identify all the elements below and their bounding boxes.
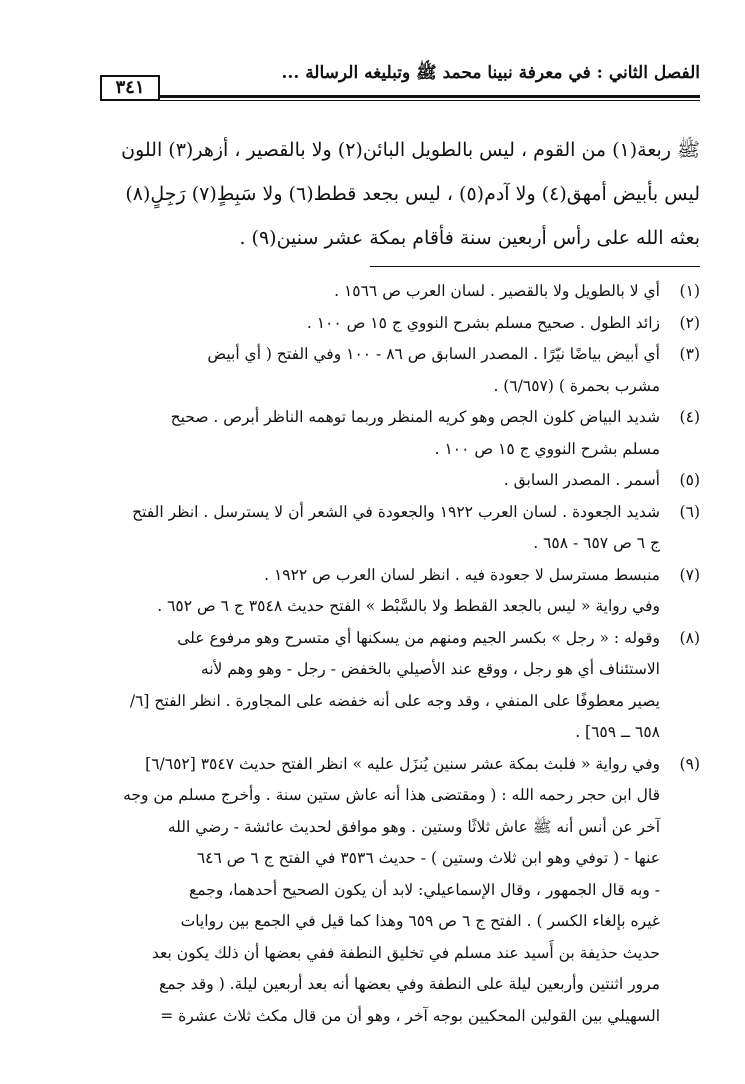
- running-header: [100, 62, 700, 106]
- footnote-6: [75, 497, 700, 560]
- footnote-line: أي لا بالطويل ولا بالقصير . لسان العرب ص ١٥٦٦ .: [334, 282, 660, 300]
- footnote-line: مشرب بحمرة ) (٦/٦٥٧) .: [493, 376, 660, 395]
- footnote-number: (٥): [679, 471, 700, 489]
- chapter-title: الفصل الثاني : في معرفة نبينا محمد ﷺ وتبليغه الرسالة ...: [281, 63, 700, 83]
- footnote-8: [75, 623, 700, 749]
- footnote-extra-line: وفي رواية « ليس بالجعد القطط ولا بالسَّبْط » الفتح حديث ٣٥٤٨ ج ٦ ص ٦٥٢ .: [157, 597, 660, 615]
- footnotes: [75, 276, 700, 1032]
- footnote-number: (٤): [679, 408, 700, 426]
- footnote-2: [75, 308, 700, 340]
- footnote-4: [75, 402, 700, 465]
- footnote-line: وفي رواية « فلبث بمكة عشر سنين يُنزَل عليه » انظر الفتح حديث ٣٥٤٧ [٦/٦٥٢]: [145, 754, 660, 773]
- footnote-line: ج ٦ ص ٦٥٧ - ٦٥٨ .: [533, 534, 660, 552]
- footnote-number: (٢): [679, 313, 700, 332]
- main-text-line: بعثه الله على رأس أربعين سنة فأقام بمكة عشر سنين(٩) .: [239, 227, 700, 249]
- footnote-line: زائد الطول . صحيح مسلم بشرح النووي ج ١٥ ص ١٠٠ .: [306, 313, 660, 332]
- footnote-number: (٣): [679, 345, 700, 363]
- footnote-line: شديد البياض كلون الجص وهو كريه المنظر وربما توهمه الناظر أبرص . صحيح: [170, 408, 660, 426]
- footnote-number: (٦): [679, 502, 700, 521]
- page-number: ٣٤١: [100, 75, 160, 101]
- footnote-line: منبسط مسترسل لا جعودة فيه . انظر لسان العرب ص ١٩٢٢ .: [264, 565, 660, 584]
- main-text-line: ليس بأبيض أمهق(٤) ولا آدم(٥) ، ليس بجعد قطط(٦) ولا سَبِطٍ(٧) رَجِلٍ(٨): [125, 183, 700, 205]
- footnote-line: وقوله : « رجل » بكسر الجيم ومنهم من يسكنها أي متسرح وهو مرفوع على: [177, 628, 660, 647]
- header-rule-thick: [160, 95, 700, 98]
- footnote-line: غيره بإلغاء الكسر ) . الفتح ج ٦ ص ٦٥٩ وهذا كما قيل في الجمع بين روايات: [180, 912, 660, 930]
- footnote-line: مسلم بشرح النووي ج ١٥ ص ١٠٠ .: [434, 439, 660, 458]
- footnote-line: الاستئناف أي هو رجل ، ووقع عند الأصيلي بالخفض - رجل - وهو وهم لأنه: [200, 660, 660, 678]
- footnote-number: (٩): [679, 754, 700, 773]
- main-text: [100, 128, 700, 260]
- footnote-line: عنها - ( توفي وهو ابن ثلاث وستين ) - حديث ٣٥٣٦ في الفتح ج ٦ ص ٦٤٦: [196, 849, 660, 867]
- footnote-line: أي أبيض بياضًا نيّرًا . المصدر السابق ص ٨٦ - ١٠٠ وفي الفتح ( أي أبيض: [207, 345, 660, 363]
- footnote-number: (٧): [679, 565, 700, 584]
- footnote-number: (٨): [679, 628, 700, 647]
- footnote-5: [75, 465, 700, 497]
- footnote-line: شديد الجعودة . لسان العرب ١٩٢٢ والجعودة في الشعر أن لا يسترسل . انظر الفتح: [132, 502, 660, 521]
- footnote-3: [75, 339, 700, 402]
- footnote-line: مرور اثنتين وأربعين ليلة على النطفة وفي بعضها أنه بعد أربعين ليلة. ( وقد جمع: [159, 975, 660, 993]
- footnote-line: - وبه قال الجمهور ، وقال الإسماعيلي: لابد أن يكون الصحيح أحدهما، وجمع: [189, 880, 660, 899]
- footnote-line: أسمر . المصدر السابق .: [503, 471, 660, 489]
- footnote-1: [75, 276, 700, 308]
- footnote-line: قال ابن حجر رحمه الله : ( ومقتضى هذا أنه عاش ستين سنة . وأخرج مسلم من وجه: [123, 786, 660, 804]
- footnote-line: السهيلي بين القولين المحكيين بوجه آخر ، وهو أن من قال مكث ثلاث عشرة =: [160, 1006, 660, 1025]
- footnote-number: (١): [679, 282, 700, 300]
- footnote-separator: [370, 266, 700, 267]
- header-rule-thin: [160, 100, 700, 101]
- footnote-9: [75, 749, 700, 1033]
- footnote-line: حديث حذيفة بن أَسيد عند مسلم في تخليق النطفة ففي بعضها أن ذلك يكون بعد: [151, 943, 660, 962]
- footnote-line: ٦٥٨ ــ ٦٥٩] .: [575, 723, 660, 741]
- footnote-line: آخر عن أنس أنه ﷺ عاش ثلاثًا وستين . وهو موافق لحديث عائشة - رضي الله: [167, 817, 660, 836]
- main-text-line: ﷺ ربعة(١) من القوم ، ليس بالطويل البائن(٢) ولا بالقصير ، أزهر(٣) اللون: [121, 139, 700, 161]
- footnote-7: [75, 560, 700, 623]
- footnote-line: يصير معطوفًا على المنفي ، وقد وجه على أنه خفضه على المجاورة . انظر الفتح [٦/: [129, 691, 660, 710]
